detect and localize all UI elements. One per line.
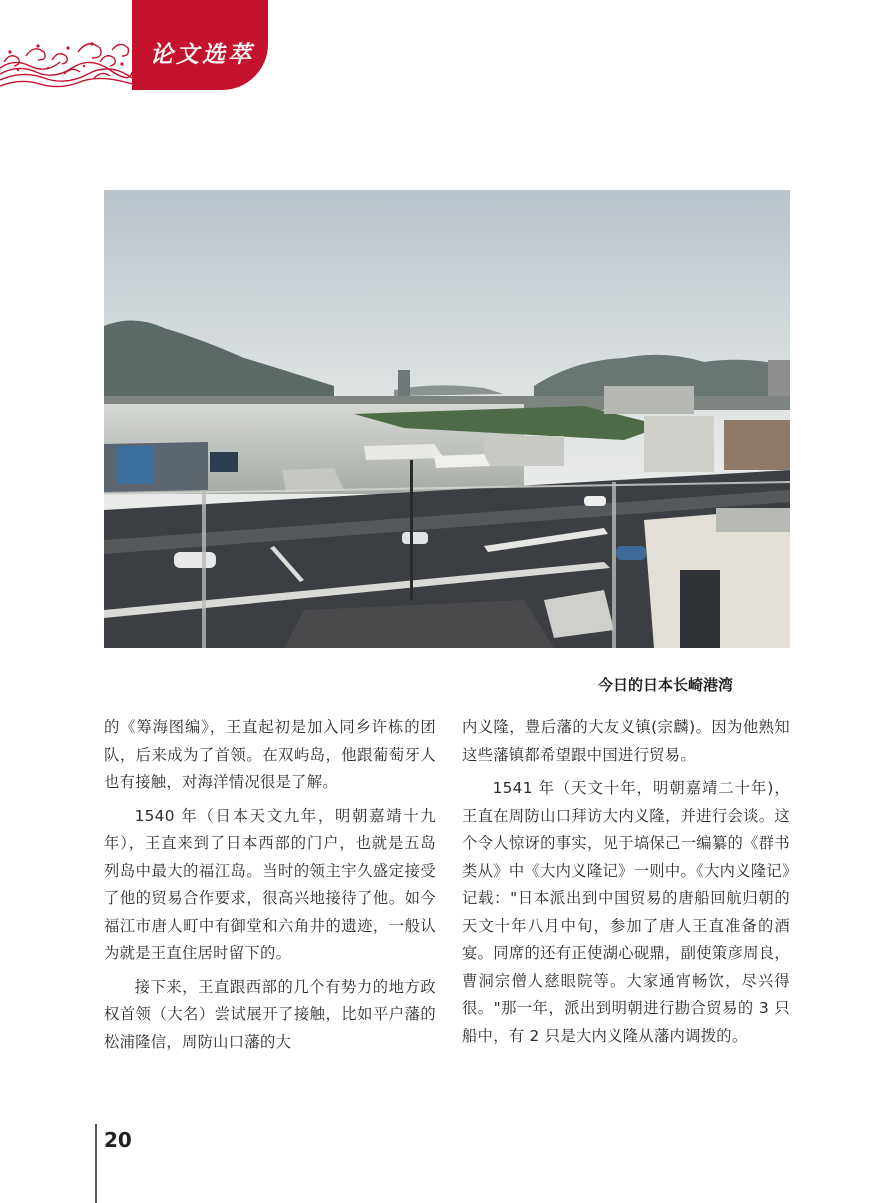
page-number: 20 — [104, 1128, 132, 1152]
page-number-rule — [95, 1124, 97, 1203]
paragraph: 的《筹海图编》，王直起初是加入同乡许栋的团队，后来成为了首领。在双屿岛，他跟葡萄牙人也有接触，对海洋情况很是了解。 — [104, 718, 436, 791]
photo-caption: 今日的日本长崎港湾 — [598, 676, 734, 694]
page-header — [0, 0, 268, 90]
paragraph: 1540 年（日本天文九年，明朝嘉靖十九年），王直来到了日本西部的门户，也就是五岛列岛中最大的福江岛。当时的领主宇久盛定接受了他的贸易合作要求，很高兴地接待了他。如今福江市唐人町中有御堂和六角井的遗迹，一般认为就是王直住居时留下的。 — [104, 806, 436, 962]
wave-pattern-icon — [0, 38, 132, 90]
harbor-photo — [104, 190, 790, 648]
section-title: 论文选萃 — [150, 41, 254, 68]
article-column-left — [104, 714, 436, 1062]
paragraph: 接下来，王直跟西部的几个有势力的地方政权首领（大名）尝试展开了接触，比如平户藩的松浦隆信，周防山口藩的大 — [104, 977, 436, 1051]
article-column-right — [462, 714, 790, 1056]
paragraph: 内义隆，豊后藩的大友义镇(宗麟)。因为他熟知这些藩镇都希望跟中国进行贸易。 — [462, 718, 790, 764]
paragraph: 1541 年（天文十年，明朝嘉靖二十年)，王直在周防山口拜访大内义隆，并进行会谈。这个令人惊讶的事实，见于塙保己一编纂的《群书类从》中《大内义隆记》一则中。《大内义隆记》记载："日本派出到中国贸易的唐船回航归朝的天文十年八月中旬，参加了唐人王直准备的酒宴。同席的还有正使湖心砚鼎，副使策彦周良，曹洞宗僧人慈眼院等。大家通宵畅饮，尽兴得很。"那一年，派出到明朝进行勘合贸易的 3 只船中，有 2 只是大内义隆从藩内调拨的。 — [462, 779, 790, 1045]
